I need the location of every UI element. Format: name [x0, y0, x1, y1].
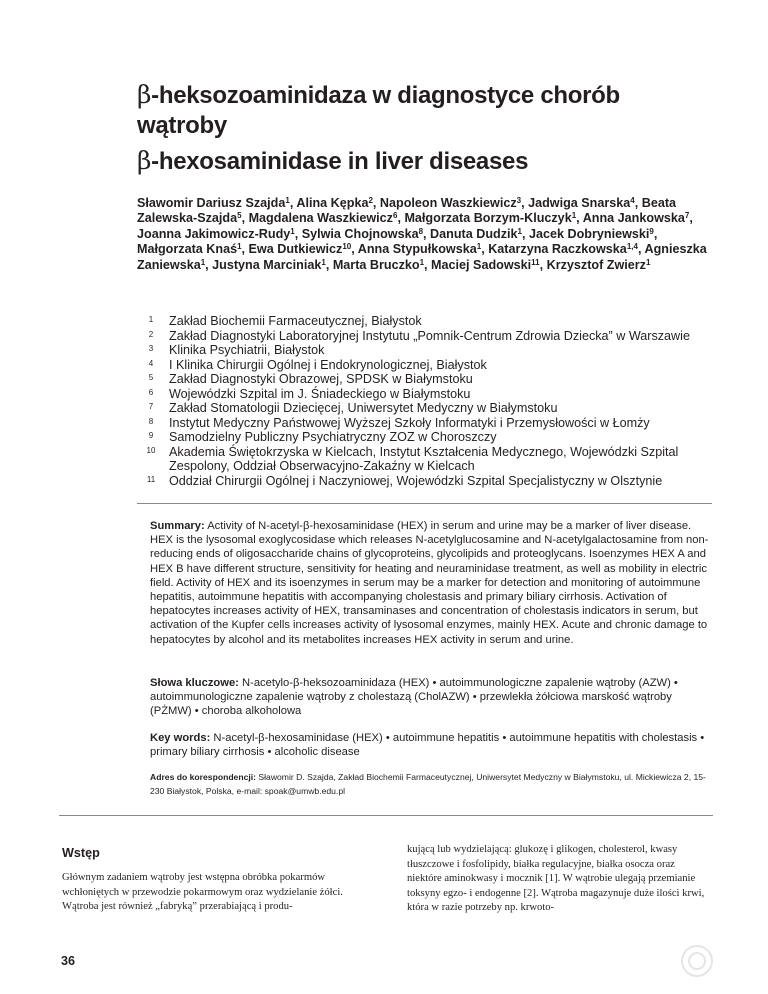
author-name: Anna Jankowska [582, 211, 685, 226]
keywords-english-label: Key words: [150, 732, 211, 744]
affiliation-number: 7 [148, 402, 154, 411]
summary-text: Activity of N-acetyl-β-hexosaminidase (HEX) in serum and urine may be a marker of liver disease. HEX is the lysosomal exoglycosidase which releases N-acetylglucosamine and N-acetylgalactosamine from non-reducing ends of oligosaccharide chains of glycoproteins, glycolipids and proteoglycans. Isoenzymes HEX A and HEX B have different structure, sensitivity for heating and neuraminidase treatment, as well as mobility in electric field. Activity of HEX and its isoenzymes in serum may be a marker for detection and monitoring of autoimmune hepatitis, autoimmune hepatitis with accompanying cholestasis and primary biliary cirrhosis. Activation of hepatocytes increases activity of HEX, transaminases and concentration of cholestasis indicators in serum, but activation of the Kupfer cells increases activity of lysosomal enzymes, mainly HEX. Acute and chronic damage to hepatocytes by alcohol and its metabolites increases HEX activity in serum and urine. [150, 520, 709, 646]
affiliation-text: Zakład Diagnostyki Obrazowej, SPDSK w Białymstoku [169, 372, 473, 386]
affiliation-item [142, 401, 722, 416]
keywords-english [150, 731, 712, 759]
affiliation-number: 3 [148, 344, 154, 353]
publisher-logo-icon [680, 944, 714, 978]
divider-bottom [59, 815, 713, 816]
author-affiliation-number: 1 [200, 257, 206, 267]
affiliation-number: 8 [148, 416, 154, 426]
correspondence-text: Sławomir D. Szajda, Zakład Biochemii Farmaceutycznej, Uniwersytet Medyczny w Białymstoku, ul. Mickiewicza 2, 15-230 Białystok, Polska, e-mail: spoak@umwb.edu.pl [150, 772, 706, 796]
affiliation-number: 5 [148, 373, 154, 382]
affiliation-number: 9 [148, 431, 154, 440]
author-affiliation-number: 11 [531, 257, 540, 267]
author-affiliation-number: 7 [684, 211, 690, 221]
title-polish [137, 80, 697, 141]
affiliation-number: 10 [146, 445, 156, 455]
author-affiliation-number: 1 [321, 257, 326, 267]
author-affiliation-number: 1 [476, 242, 482, 252]
affiliation-list [142, 314, 722, 488]
title-english [137, 146, 697, 177]
author-list: Sławomir Dariusz Szajda$^1$, Alina Kępka$^2$, Napoleon Waszkiewicz$^3$, Jadwiga Snarska$^4$, Beata Zalewska-Szajda$^5$, Magdalena Waszkiewicz$^6$, Małgorzata Borzym-Kluczyk$^1$, Anna Jankowska$^7$, Joanna Jakimowicz-Rudy$^1$, Sylwia Chojnowska$^8$, Danuta Dudzik$^1$, Jacek Dobryniewski$^9$, Małgorzata Knaś$^1$, Ewa Dutkiewicz$^{10}$, Anna Stypułkowska$^1$, Katarzyna Raczkowska$^{1,4}$, Agnieszka Zaniewska$^1$, Justyna Marciniak$^1$, Marta Bruczko$^1$, Maciej Sadowski$^{11}$, Krzysztof Zwierz$^1$ [137, 196, 707, 272]
author-affiliation-number: 1 [517, 226, 522, 236]
author-affiliation-number: 1 [285, 196, 290, 205]
author-affiliation-number: 8 [418, 226, 424, 236]
author-affiliation-number: 9 [649, 226, 654, 236]
affiliation-item [142, 387, 722, 402]
page-number: 36 [61, 954, 76, 968]
title-polish-line1: -heksozoaminidaza w diagnostyce chorób [151, 82, 620, 109]
author-name: Sławomir Dariusz Szajda [137, 196, 286, 210]
affiliation-item [142, 372, 722, 387]
author-name: Małgorzata Knaś [137, 242, 238, 257]
author-name: Beata Zalewska-Szajda [137, 196, 677, 226]
author-name: Maciej Sadowski [431, 257, 532, 272]
title-polish-line2: wątroby [137, 112, 227, 139]
author-affiliation-number: 1 [645, 257, 651, 267]
keywords-english-text: N-acetyl-β-hexosaminidase (HEX) • autoimmune hepatitis • autoimmune hepatitis with cholestasis • primary biliary cirrhosis • alcoholic disease [150, 732, 705, 759]
author-name: Napoleon Waszkiewicz [379, 196, 517, 210]
body-text-left-column: Głównym zadaniem wątroby jest wstępna obróbka pokarmów wchłoniętych w przewodzie pokarmowym oraz wydzielanie żółci. Wątroba jest również „fabryką” przerabiającą i produ- [62, 872, 343, 913]
author-name: Magdalena Waszkiewicz [248, 211, 393, 226]
affiliation-number: 4 [148, 358, 154, 368]
affiliation-text: Samodzielny Publiczny Psychiatryczny ZOZ w Choroszczy [169, 430, 497, 444]
affiliation-item [142, 445, 722, 474]
affiliation-number: 1 [148, 315, 154, 324]
affiliation-text: Zakład Biochemii Farmaceutycznej, Białystok [169, 314, 422, 328]
author-affiliation-number: 1,4 [626, 242, 638, 252]
keywords-polish-label: Słowa kluczowe: [150, 677, 239, 689]
keywords-polish-text: N-acetylo-β-heksozoaminidaza (HEX) • autoimmunologiczne zapalenie wątroby (AZW) • autoimmunologiczne zapalenie wątroby z cholestazą (CholAZW) • przewlekła żółciowa marskość wątroby (PŻMW) • choroba alkoholowa [150, 677, 678, 718]
author-affiliation-number: 1 [237, 242, 242, 252]
author-affiliation-number: 2 [368, 196, 373, 205]
author-name: Ewa Dutkiewicz [248, 242, 343, 257]
author-name: Joanna Jakimowicz-Rudy [137, 226, 291, 241]
author-name: Jadwiga Snarska [528, 196, 631, 210]
divider-top [137, 503, 712, 504]
body-text-right-column: kującą lub wydzielającą: glukozę i glikogen, cholesterol, kwasy tłuszczowe i fosfolipidy, białka regulacyjne, białka osocza oraz niektóre aminokwasy i mocznik [1]. W wątrobie ulegają przemianie toksyny egzo- i endogenne [2]. Wątroba magazynuje duże ilości krwi, która w razie potrzeby np. krwoto- [407, 844, 705, 914]
author-affiliation-number: 1 [571, 211, 577, 221]
author-name: Katarzyna Raczkowska [488, 242, 627, 257]
affiliation-text: Zakład Diagnostyki Laboratoryjnej Instytutu „Pomnik-Centrum Zdrowia Dziecka” w Warszawie [169, 328, 690, 343]
author-name: Jacek Dobryniewski [528, 226, 650, 241]
author-affiliation-number: 1 [290, 226, 295, 236]
author-name: Alina Kępka [296, 196, 369, 210]
title-polish-beta: β [137, 80, 152, 109]
author-name: Sylwia Chojnowska [301, 226, 419, 241]
affiliation-text: Akademia Świętokrzyska w Kielcach, Instytut Kształcenia Medycznego, Wojewódzki Szpital Zespolony, Oddział Obserwacyjno-Zakaźny w Kielcach [169, 444, 679, 473]
affiliation-number: 11 [146, 474, 156, 484]
affiliation-text: Wojewódzki Szpital im J. Śniadeckiego w Białymstoku [169, 386, 471, 401]
author-affiliation-number: 3 [516, 196, 522, 205]
affiliation-number: 6 [148, 387, 154, 397]
keywords-polish [150, 676, 712, 719]
author-name: Agnieszka Zaniewska [137, 242, 707, 272]
author-affiliation-number: 4 [630, 196, 635, 205]
title-english-beta: β [137, 146, 152, 175]
author-name: Krzysztof Zwierz [546, 257, 646, 272]
affiliation-text: Oddział Chirurgii Ogólnej i Naczyniowej, Wojewódzki Szpital Specjalistyczny w Olsztynie [169, 473, 663, 488]
author-affiliation-number: 1 [419, 257, 425, 267]
correspondence-label: Adres do korespondencji: [150, 772, 257, 782]
affiliation-item [142, 430, 722, 445]
section-heading-introduction: Wstęp [62, 846, 100, 860]
author-name: Marta Bruczko [332, 257, 420, 272]
affiliation-text: I Klinika Chirurgii Ogólnej i Endokrynologicznej, Białystok [169, 357, 487, 372]
title-english-text: -hexosaminidase in liver diseases [151, 148, 529, 175]
affiliation-item [142, 474, 722, 489]
summary-label: Summary: [150, 520, 205, 532]
affiliation-item [142, 358, 722, 373]
author-name: Małgorzata Borzym-Kluczyk [404, 211, 572, 226]
author-name: Danuta Dudzik [430, 226, 518, 241]
author-affiliation-number: 5 [237, 211, 242, 221]
affiliation-item [142, 416, 722, 431]
affiliation-text: Instytut Medyczny Państwowej Wyższej Szkoły Informatyki i Przemysłowości w Łomży [169, 415, 650, 430]
affiliation-text: Zakład Stomatologii Dziecięcej, Uniwersytet Medyczny w Białymstoku [169, 401, 558, 415]
affiliation-number: 2 [148, 329, 154, 339]
affiliation-item [142, 329, 722, 344]
affiliation-text: Klinika Psychiatrii, Białystok [169, 343, 325, 357]
summary-block [150, 519, 712, 647]
author-affiliation-number: 6 [392, 211, 398, 221]
correspondence-address [150, 770, 712, 798]
author-affiliation-number: 10 [342, 242, 352, 252]
affiliation-item [142, 343, 722, 358]
affiliation-item [142, 314, 722, 329]
author-name: Anna Stypułkowska [357, 242, 477, 257]
author-name: Justyna Marciniak [212, 257, 322, 272]
